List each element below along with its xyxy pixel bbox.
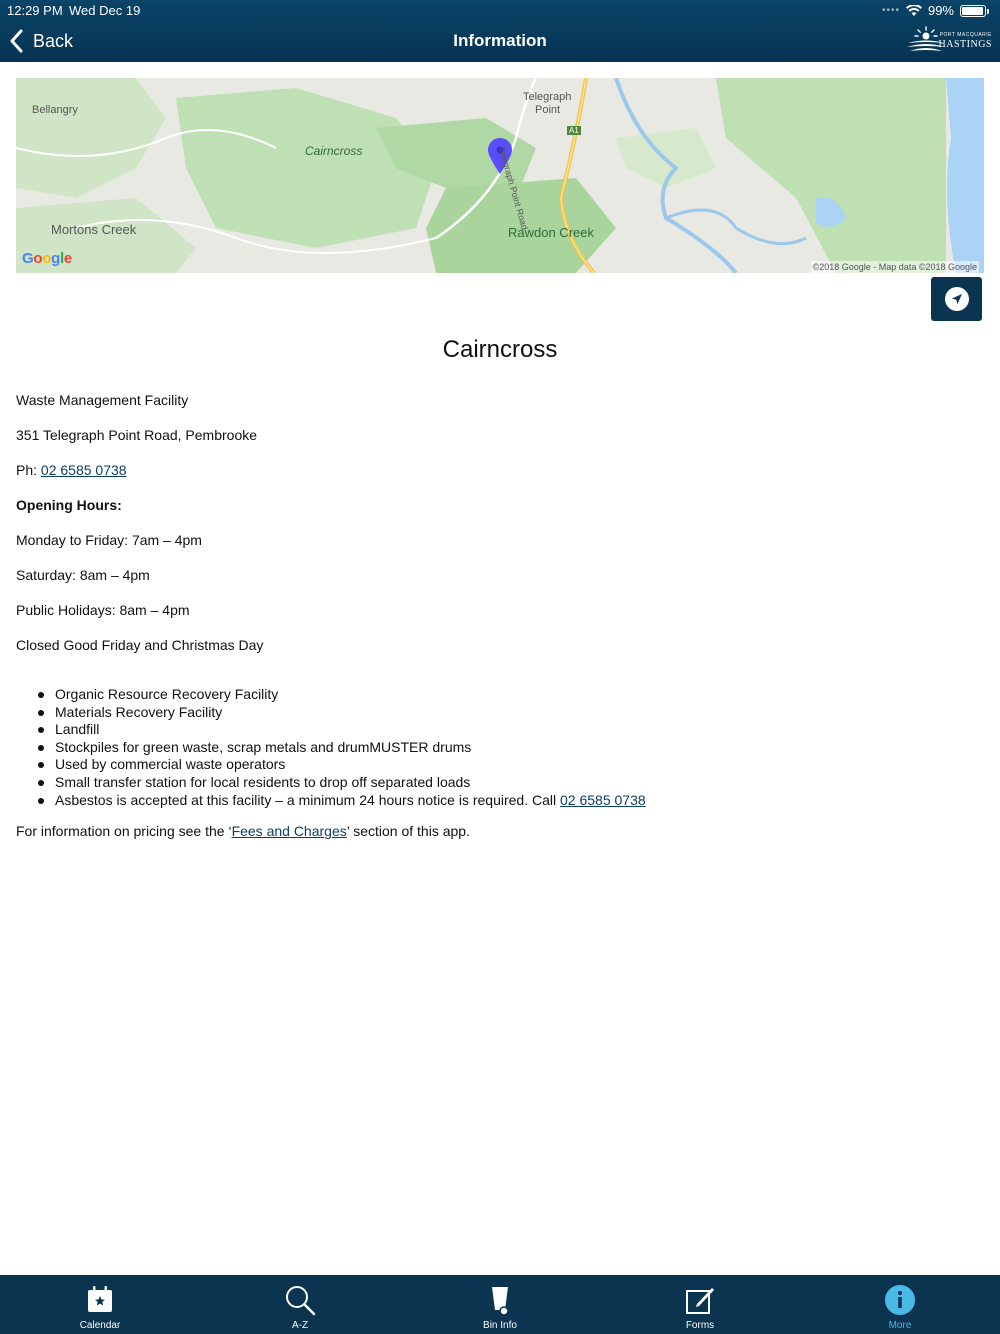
map-credit: ©2018 Google - Map data ©2018 Google (812, 262, 977, 272)
status-indicators (882, 3, 986, 18)
hours-heading: Opening Hours: (16, 497, 122, 513)
list-item: Landfill (16, 721, 976, 739)
bin-icon (484, 1284, 516, 1316)
list-item: Materials Recovery Facility (16, 704, 976, 722)
map-label-road: Telegraph Point Road (496, 145, 530, 231)
list-item: Organic Resource Recovery Facility (16, 686, 976, 704)
pricing-prefix: For information on pricing see the ‘ (16, 823, 232, 839)
signal-icon: •••• (881, 5, 900, 16)
facility-title: Cairncross (442, 336, 558, 363)
navigation-header (0, 0, 1000, 62)
status-time: 12:29 PM (7, 3, 63, 18)
navigation-arrow-icon (944, 286, 970, 312)
phone-link[interactable]: 02 6585 0738 (40, 462, 127, 478)
google-logo: Google (22, 250, 72, 267)
battery-level (962, 7, 983, 15)
closed-days: Closed Good Friday and Christmas Day (16, 637, 264, 653)
search-icon (284, 1284, 316, 1316)
facility-phone-line (16, 462, 976, 497)
hours-weekday: Monday to Friday: 7am – 4pm (16, 532, 202, 548)
battery-percent: 99% (927, 3, 954, 18)
list-item: Stockpiles for green waste, scrap metals and drumMUSTER drums (16, 739, 976, 757)
info-icon (884, 1284, 916, 1316)
council-logo (906, 26, 992, 54)
map-label-a1: A1 (569, 126, 579, 135)
asbestos-phone-link[interactable]: 02 6585 0738 (560, 791, 646, 808)
phone-prefix: Ph: (16, 462, 41, 478)
hours-holidays: Public Holidays: 8am – 4pm (16, 602, 190, 618)
location-map[interactable] (16, 78, 984, 273)
map-label-mortons-creek: Mortons Creek (51, 222, 137, 237)
tab-a-z[interactable] (200, 1275, 400, 1334)
tab-forms[interactable] (600, 1275, 800, 1334)
hours-saturday: Saturday: 8am – 4pm (16, 567, 150, 583)
list-item: Small transfer station for local residents to drop off separated loads (16, 774, 976, 792)
edit-form-icon (684, 1284, 716, 1316)
tab-label: Calendar (79, 1320, 121, 1331)
services-list (16, 686, 976, 809)
tab-label: Bin Info (483, 1320, 517, 1331)
logo-text: HASTINGS (938, 39, 992, 50)
list-item (16, 792, 976, 810)
fees-and-charges-link[interactable]: Fees and Charges (231, 823, 347, 839)
map-label-bellangry: Bellangry (32, 104, 78, 116)
list-item: Used by commercial waste operators (16, 756, 976, 774)
directions-button[interactable] (931, 277, 982, 321)
pricing-suffix: ’ section of this app. (346, 823, 470, 839)
map-label-telegraph: Telegraph (523, 91, 572, 103)
tab-bar (0, 1275, 1000, 1334)
facility-type: Waste Management Facility (16, 392, 189, 408)
pricing-info (16, 823, 470, 839)
tab-label: Forms (685, 1320, 715, 1331)
back-label: Back (33, 30, 74, 51)
tab-label: A-Z (291, 1320, 309, 1331)
facility-details (16, 392, 976, 672)
page-title: Information (453, 31, 547, 50)
tab-more[interactable] (800, 1275, 1000, 1334)
map-terrain (16, 78, 984, 273)
wifi-icon (906, 5, 922, 17)
map-label-cairncross: Cairncross (305, 144, 363, 158)
status-date: Wed Dec 19 (69, 3, 141, 18)
calendar-icon (84, 1284, 116, 1316)
battery-icon (960, 5, 986, 17)
tab-bin-info[interactable] (400, 1275, 600, 1334)
status-bar (0, 0, 1000, 20)
facility-address: 351 Telegraph Point Road, Pembrooke (16, 427, 258, 443)
logo-text-small: PORT MACQUARIE (939, 32, 992, 38)
tab-label: More (888, 1320, 912, 1331)
asbestos-text: Asbestos is accepted at this facility – a minimum 24 hours notice is required. Call (55, 791, 561, 808)
map-label-point: Point (535, 104, 561, 116)
map-label-rawdon-creek: Rawdon Creek (508, 225, 594, 240)
tab-calendar[interactable] (0, 1275, 200, 1334)
